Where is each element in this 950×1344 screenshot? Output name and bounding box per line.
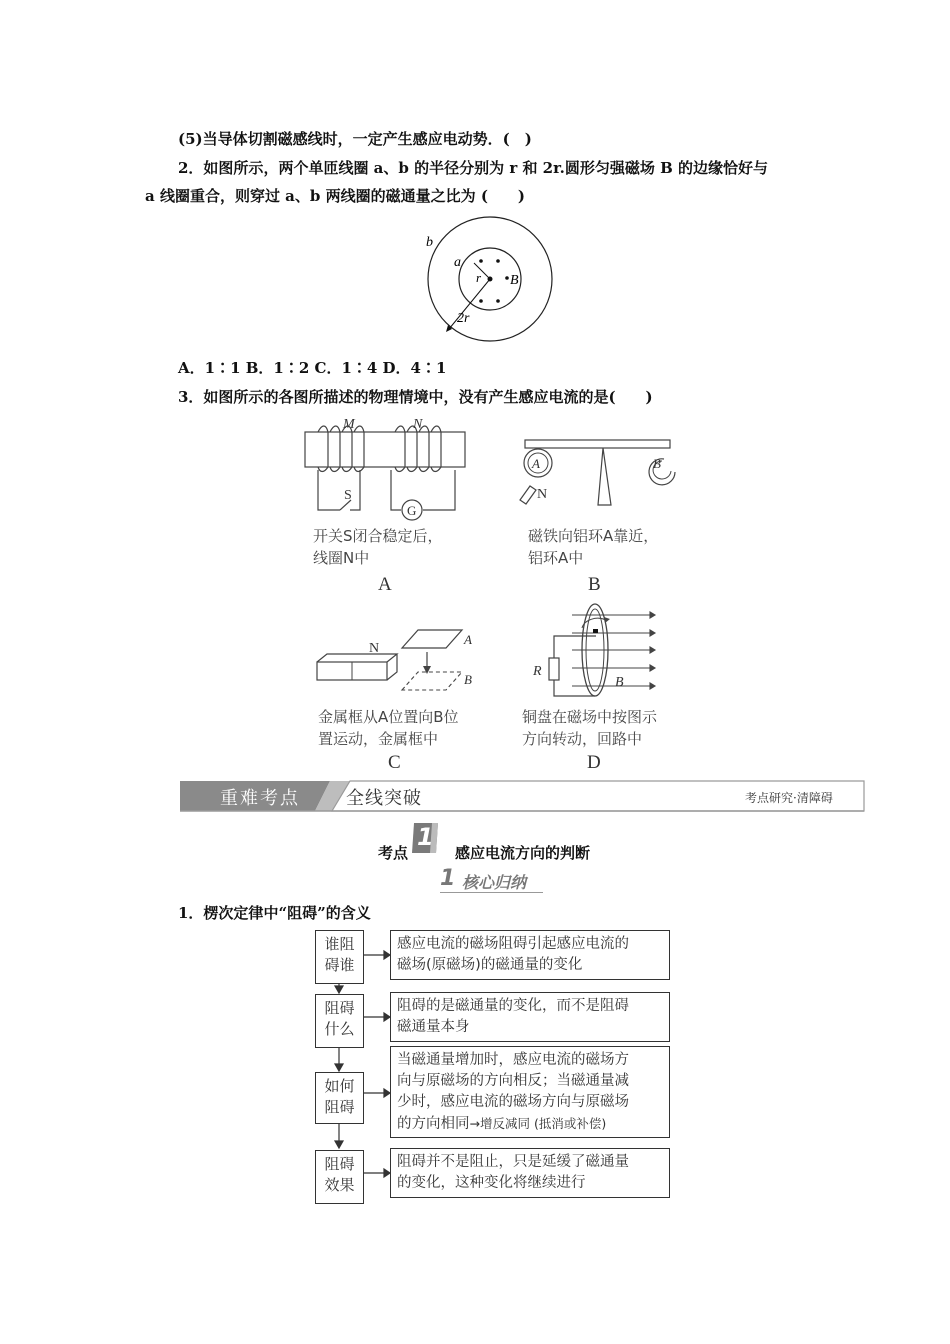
flow-right-3-line-3: 少时，感应电流的磁场方向与原磁场 bbox=[397, 1094, 629, 1110]
figure-a-caption bbox=[313, 525, 443, 569]
coil-figure bbox=[415, 212, 575, 357]
label-magnet-N: N bbox=[537, 487, 548, 502]
sub-heading-title: 核心归纳 bbox=[462, 873, 527, 892]
label-ring-B: B bbox=[653, 456, 661, 471]
sub-heading-number: 1 bbox=[440, 866, 456, 891]
flow-right-1-line-2: 磁场(原磁场)的磁通量的变化 bbox=[397, 957, 583, 973]
flow-right-3-note: →增反减同 (抵消或补偿) bbox=[469, 1116, 607, 1131]
question-3-stem: 3．如图所示的各图所描述的物理情境中，没有产生感应电流的是( ) bbox=[178, 388, 653, 406]
figure-b-caption bbox=[528, 525, 658, 569]
flow-left-box-4 bbox=[315, 1150, 364, 1204]
banner-right-label: 考点研究·清障碍 bbox=[745, 791, 833, 805]
label-c-A: A bbox=[464, 632, 472, 647]
question-1-item-5: (5)当导体切割磁感线时，一定产生感应电动势．( ) bbox=[178, 130, 532, 148]
label-M: M bbox=[343, 417, 355, 432]
flow-left-1-line-2: 碍谁 bbox=[324, 956, 355, 974]
figure-b-rings bbox=[515, 415, 685, 515]
label-r: r bbox=[476, 270, 482, 285]
label-a: a bbox=[454, 255, 461, 270]
flow-left-4-line-1: 阻碍 bbox=[324, 1155, 355, 1173]
question-2-options: A．1∶1 B．1∶2 C．1∶4 D．4∶1 bbox=[178, 359, 447, 377]
question-2-line-1: 2．如图所示，两个单匝线圈 a、b 的半径分别为 r 和 2r.圆形匀强磁场 B 的边缘恰好与 bbox=[178, 159, 768, 177]
figure-c-frame bbox=[310, 620, 490, 700]
flow-left-3-line-1: 如何 bbox=[324, 1077, 355, 1095]
flow-right-box-1 bbox=[390, 930, 670, 980]
figure-d-caption-1: 铜盘在磁场中按图示 bbox=[522, 708, 658, 726]
figure-d-letter: D bbox=[587, 752, 601, 773]
flow-left-2-line-2: 什么 bbox=[324, 1020, 355, 1038]
section-title: 感应电流方向的判断 bbox=[455, 844, 591, 862]
figure-d-caption-2: 方向转动，回路中 bbox=[522, 730, 643, 748]
flow-left-2-line-1: 阻碍 bbox=[324, 999, 355, 1017]
figure-a-coils bbox=[300, 410, 480, 525]
figure-c-caption bbox=[318, 706, 459, 750]
figure-d-caption bbox=[522, 706, 657, 750]
figure-c-caption-1: 金属框从A位置向B位 bbox=[318, 708, 459, 726]
banner-middle-title: 全线突破 bbox=[346, 788, 422, 809]
banner-left-title: 重难考点 bbox=[220, 788, 300, 809]
sub-heading-badge bbox=[440, 866, 543, 894]
flow-right-4-line-1: 阻碍并不是阻止，只是延缓了磁通量 bbox=[397, 1154, 629, 1170]
label-R: R bbox=[533, 664, 542, 679]
flow-right-box-4 bbox=[390, 1148, 670, 1198]
flow-right-3-line-1: 当磁通量增加时，感应电流的磁场方 bbox=[397, 1052, 629, 1068]
label-b: b bbox=[426, 235, 433, 250]
label-N: N bbox=[413, 417, 423, 432]
question-2-line-2: a 线圈重合，则穿过 a、b 两线圈的磁通量之比为 ( ) bbox=[145, 187, 526, 205]
section-number-badge bbox=[412, 823, 438, 853]
label-d-B: B bbox=[615, 675, 624, 690]
flow-right-1-line-1: 感应电流的磁场阻碍引起感应电流的 bbox=[397, 936, 629, 952]
label-ring-A: A bbox=[532, 456, 540, 471]
figure-b-caption-1: 磁铁向铝环A靠近， bbox=[528, 527, 659, 545]
label-2r: 2r bbox=[457, 311, 470, 326]
flow-right-box-2 bbox=[390, 992, 670, 1042]
section-number: 1 bbox=[417, 823, 434, 851]
label-G: G bbox=[407, 503, 417, 518]
section-banner bbox=[180, 780, 865, 812]
flow-right-3-line-4: 的方向相同 bbox=[397, 1116, 470, 1132]
figure-a-caption-2: 线圈N中 bbox=[313, 549, 370, 567]
label-c-B: B bbox=[464, 672, 472, 687]
label-B: B bbox=[510, 273, 519, 288]
label-c-N: N bbox=[369, 641, 380, 656]
item-1-title: 1．楞次定律中“阻碍”的含义 bbox=[178, 904, 371, 922]
flow-left-3-line-2: 阻碍 bbox=[324, 1098, 355, 1116]
figure-c-letter: C bbox=[388, 752, 401, 773]
flow-right-2-line-1: 阻碍的是磁通量的变化，而不是阻碍 bbox=[397, 998, 629, 1014]
figure-a-letter: A bbox=[378, 574, 392, 595]
flow-right-3-line-2: 向与原磁场的方向相反；当磁通量减 bbox=[397, 1073, 629, 1089]
figure-b-caption-2: 铝环A中 bbox=[528, 549, 584, 567]
section-prefix: 考点 bbox=[378, 844, 409, 862]
figure-c-caption-2: 置运动，金属框中 bbox=[318, 730, 439, 748]
flow-left-1-line-1: 谁阻 bbox=[324, 935, 355, 953]
figure-a-caption-1: 开关S闭合稳定后， bbox=[313, 527, 443, 545]
figure-b-letter: B bbox=[588, 574, 601, 595]
flow-right-4-line-2: 的变化，这种变化将继续进行 bbox=[397, 1175, 586, 1191]
label-S: S bbox=[344, 488, 352, 503]
flow-left-box-3 bbox=[315, 1072, 364, 1124]
flow-left-4-line-2: 效果 bbox=[324, 1176, 355, 1194]
flow-right-box-3 bbox=[390, 1046, 670, 1138]
flow-right-2-line-2: 磁通量本身 bbox=[397, 1019, 470, 1035]
flow-left-box-1 bbox=[315, 930, 364, 984]
flow-left-box-2 bbox=[315, 994, 364, 1048]
figure-d-disc bbox=[525, 598, 670, 702]
